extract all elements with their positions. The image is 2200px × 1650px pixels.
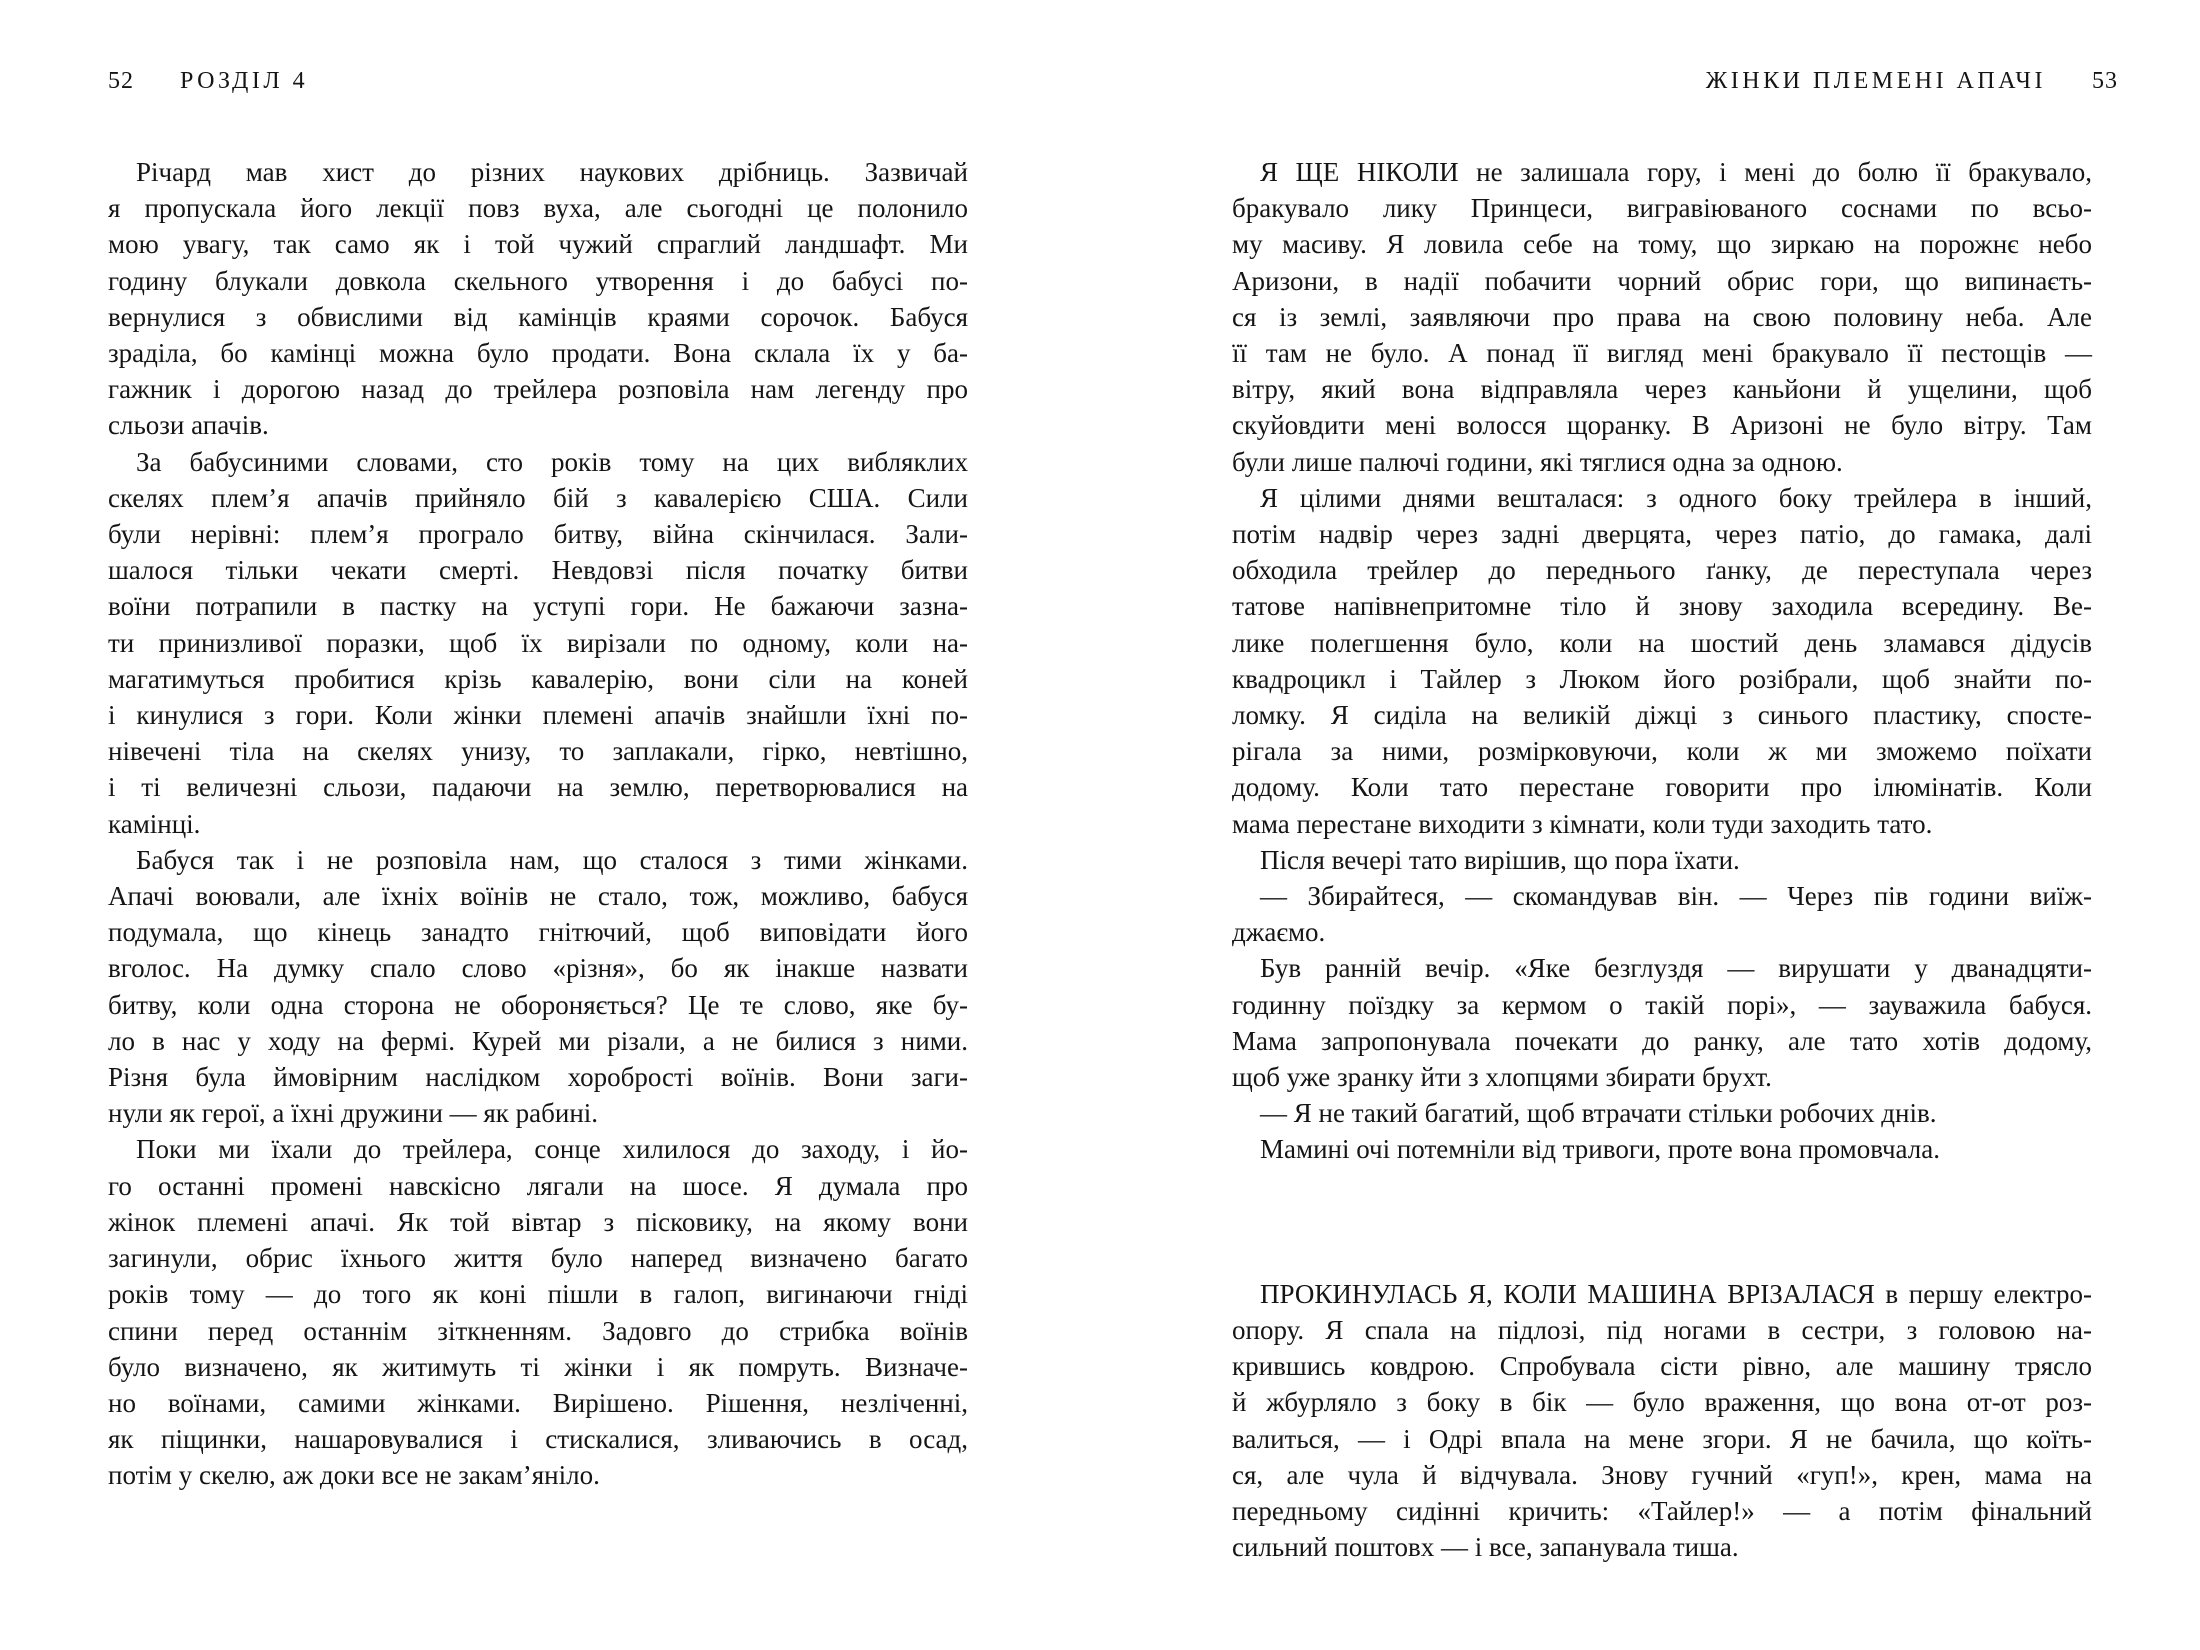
text-line: передньому сидінні кричить: «Тайлер!» — а потім фінальний (1232, 1495, 2092, 1526)
paragraph (108, 154, 968, 444)
text-line: потім надвір через задні дверцята, через патіо, до гамака, далі (1232, 519, 2092, 550)
text-line: битву, коли одна сторона не обороняється? Це те слово, яке бу- (108, 989, 968, 1020)
text-line: Я цілими днями вешталася: з одного боку трейлера в інший, (1260, 482, 2092, 513)
text-line: і ті величезні сльози, падаючи на землю, перетворювалися на (108, 772, 968, 803)
text-line: лике полегшення було, коли на шостий день зламався дідусів (1232, 627, 2092, 658)
text-line: спини перед останнім зіткненням. Задовго до стрибка воїнів (108, 1315, 968, 1346)
text-line: нівечені тіла на скелях унизу, то заплакали, гірко, невтішно, (108, 736, 968, 767)
paragraph (1232, 878, 2092, 950)
text-line: вголос. На думку спало слово «різня», бо як інакше назвати (108, 953, 968, 984)
text-line: ломку. Я сиділа на великій діжці з синього пластику, спосте- (1232, 700, 2092, 731)
text-line: і кинулися з гори. Коли жінки племені апачів знайшли їхні по- (108, 700, 968, 731)
text-line: годинну поїздку за кермом о такій порі», — зауважила бабуся. (1232, 989, 2092, 1020)
text-column-left (108, 154, 968, 1494)
text-line: нули як герої, а їхні дружини — як рабині. (108, 1098, 599, 1129)
paragraph (108, 1131, 968, 1493)
text-line: загинули, обрис їхнього життя було наперед визначено багато (108, 1243, 968, 1274)
text-line: зраділа, бо камінці можна було продати. Вона склала їх у ба- (108, 338, 968, 369)
paragraph (1232, 950, 2092, 1095)
paragraph (1232, 1095, 2092, 1131)
text-line: було визначено, як житимуть ті жінки і як помруть. Визначе- (108, 1351, 968, 1382)
page-right (1100, 0, 2200, 1650)
text-line: го останні промені навскісно лягали на шосе. Я думала про (108, 1170, 968, 1201)
text-line: Мамині очі потемніли від тривоги, проте вона промовчала. (1260, 1134, 1940, 1165)
text-line: були лише палючі години, які тяглися одна за одною. (1232, 446, 1843, 477)
text-line: обходила трейлер до переднього ґанку, де переступала через (1232, 555, 2092, 586)
text-line: сльози апачів. (108, 410, 269, 441)
text-line: ПРОКИНУЛАСЬ Я, КОЛИ МАШИНА ВРІЗАЛАСЯ в першу електро- (1260, 1278, 2092, 1309)
page-number-right: 53 (2092, 68, 2118, 94)
text-line: Поки ми їхали до трейлера, сонце хилилося до заходу, і йо- (136, 1134, 968, 1165)
text-line: но воїнами, самими жінками. Вирішено. Рішення, незліченні, (108, 1387, 968, 1418)
text-column-right (1232, 154, 2092, 1565)
text-line: вітру, який вона відправляла через каньйони й ущелини, щоб (1232, 374, 2092, 405)
text-line: Я ЩЕ НІКОЛИ не залишала гору, і мені до болю її бракувало, (1260, 157, 2092, 187)
text-line: й жбурляло з боку в бік — було враження, що вона от-от роз- (1232, 1387, 2092, 1418)
text-line: джаємо. (1232, 917, 1326, 948)
text-line: шалося тільки чекати смерті. Невдовзі після початку битви (108, 555, 968, 586)
paragraph (1232, 154, 2092, 480)
text-line: годину блукали довкола скельного утворення і до бабусі по- (108, 265, 968, 296)
section-running-head: ЖІНКИ ПЛЕМЕНІ АПАЧІ (1705, 68, 2046, 94)
text-line: гажник і дорогою назад до трейлера розповіла нам легенду про (108, 374, 968, 405)
text-line: бракувало лику Принцеси, вигравіюваного соснами по всьо- (1232, 193, 2092, 224)
paragraph (1232, 480, 2092, 842)
text-line: крившись ковдрою. Спробувала сісти рівно, але машину трясло (1232, 1351, 2092, 1382)
page-number-left: 52 (108, 68, 134, 94)
text-line: щоб уже зранку йти з хлопцями збирати брухт. (1232, 1062, 1772, 1093)
text-line: квадроцикл і Тайлер з Люком його розібрали, щоб знайти по- (1232, 663, 2092, 694)
text-line: магатимуться пробитися крізь кавалерію, вони сіли на коней (108, 663, 968, 694)
text-line: вернулися з обвислими від камінців краями сорочок. Бабуся (108, 301, 968, 332)
text-line: Апачі воювали, але їхніх воїнів не стало, тож, можливо, бабуся (108, 881, 968, 912)
text-line: татове напівнепритомне тіло й знову заходила всередину. Ве- (1232, 591, 2092, 622)
text-line: років тому — до того як коні пішли в галоп, вигинаючи гніді (108, 1279, 968, 1310)
text-line: Був ранній вечір. «Яке безглуздя — вирушати у дванадцяти- (1260, 953, 2092, 984)
paragraph (1232, 1276, 2092, 1566)
text-line: сильний поштовх — і все, запанувала тиша. (1232, 1532, 1739, 1563)
text-line: — Збирайтеся, — скомандував він. — Через пів години виїж- (1260, 881, 2092, 912)
text-line: опору. Я спала на підлозі, під ногами в сестри, з головою на- (1232, 1314, 2092, 1345)
paragraph (1232, 842, 2092, 878)
text-line: — Я не такий багатий, щоб втрачати стільки робочих днів. (1260, 1098, 1937, 1129)
paragraph (1232, 1131, 2092, 1167)
text-line: ло в нас у ходу на фермі. Курей ми різали, а не билися з ними. (108, 1025, 968, 1056)
paragraph (108, 842, 968, 1132)
text-line: були нерівні: плем’я програло битву, війна скінчилася. Зали- (108, 519, 968, 550)
text-line: мою увагу, так само як і той чужий спраглий ландшафт. Ми (108, 229, 968, 260)
text-line: жінок племені апачі. Як той вівтар з пісковику, на якому вони (108, 1206, 968, 1237)
chapter-running-head: РОЗДІЛ 4 (180, 68, 309, 94)
text-line: як піщинки, нашаровувалися і стискалися, зливаючись в осад, (108, 1424, 968, 1455)
text-line: За бабусиними словами, сто років тому на цих вибляклих (136, 446, 968, 477)
text-line: воїни потрапили в пастку на уступі гори. Не бажаючи зазна- (108, 591, 968, 622)
text-line: ся, але чула й відчувала. Знову гучний «гуп!», крен, мама на (1232, 1459, 2092, 1490)
text-line: мама перестане виходити з кімнати, коли туди заходить тато. (1232, 808, 1933, 839)
text-line: скуйовдити мені волосся щоранку. В Аризоні не було вітру. Там (1232, 410, 2092, 441)
text-line: рігала за ними, розмірковуючи, коли ж ми зможемо поїхати (1232, 736, 2092, 767)
text-line: я пропускала його лекції повз вуха, але сьогодні це полонило (108, 193, 968, 224)
text-line: подумала, що кінець занадто гнітючий, щоб виповідати його (108, 917, 968, 948)
text-line: ти принизливої поразки, щоб їх вирізали по одному, коли на- (108, 627, 968, 658)
text-line: Аризони, в надії побачити чорний обрис гори, що випинаєть- (1232, 265, 2092, 296)
text-line: камінці. (108, 808, 201, 839)
text-line: Різня була ймовірним наслідком хоробрості воїнів. Вони заги- (108, 1062, 968, 1093)
paragraph (108, 444, 968, 842)
text-line: потім у скелю, аж доки все не закам’яніло. (108, 1460, 600, 1491)
running-header-right (1232, 66, 2118, 96)
text-line: Після вечері тато вирішив, що пора їхати. (1260, 844, 1740, 875)
text-line: му масиву. Я ловила себе на тому, що зиркаю на порожнє небо (1232, 229, 2092, 260)
text-line: Річард мав хист до різних наукових дрібниць. Зазвичай (136, 157, 968, 187)
text-line: скелях плем’я апачів прийняло бій з кавалерією США. Сили (108, 482, 968, 513)
text-line: Мама запропонувала почекати до ранку, але тато хотів додому, (1232, 1025, 2092, 1056)
text-line: валиться, — і Одрі впала на мене згори. Я не бачила, що коїть- (1232, 1423, 2092, 1454)
text-line: Бабуся так і не розповіла нам, що сталося з тими жінками. (136, 844, 968, 875)
text-line: її там не було. А понад її вигляд мені бракувало її пестощів — (1232, 338, 2092, 369)
text-line: ся із землі, заявляючи про права на свою половину неба. Але (1232, 301, 2092, 332)
text-line: додому. Коли тато перестане говорити про ілюмінатів. Коли (1232, 772, 2092, 803)
running-header-left (108, 66, 992, 96)
